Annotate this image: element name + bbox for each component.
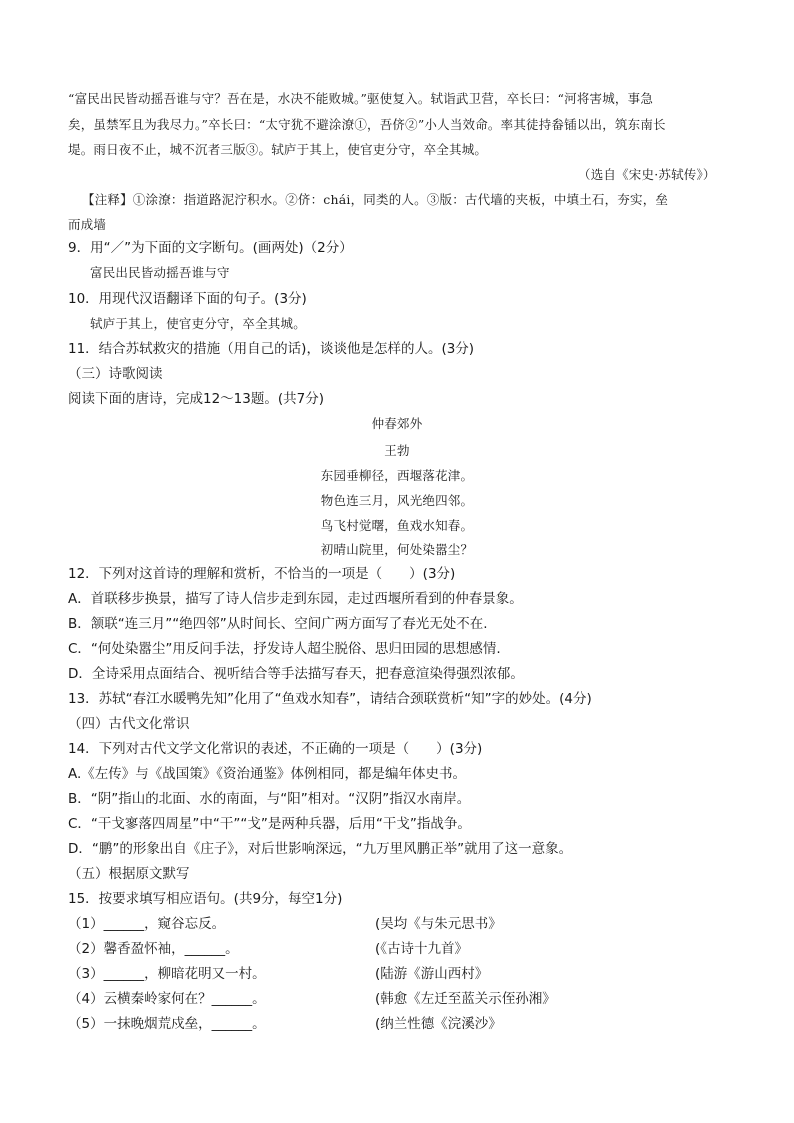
- question-15-item-3: （3）______，柳暗花明又一村。: [68, 966, 266, 982]
- question-9-text: 富民出民皆动摇吾谁与守: [90, 265, 230, 280]
- question-9-stem: 9．用“／”为下面的文字断句。(画两处)（2分）: [68, 240, 353, 256]
- question-12-option-a: A．首联移步换景，描写了诗人信步走到东园，走过西堰所看到的仲春景象。: [68, 591, 523, 607]
- question-15-stem: 15．按要求填写相应语句。(共9分，每空1分): [68, 891, 343, 907]
- question-15-item-5: （5）一抹晚烟荒戍垒，______。: [68, 1016, 266, 1032]
- section-5-title: （五）根据原文默写: [68, 866, 190, 882]
- question-12-option-c: C．“何处染嚣尘”用反问手法，抒发诗人超尘脱俗、思归田园的思想感情.: [68, 641, 501, 657]
- question-14-option-c: C．“干戈寥落四周星”中“干”“戈”是两种兵器，后用“干戈”指战争。: [68, 816, 471, 832]
- question-15-source-4: (韩愈《左迁至蓝关示侄孙湘》: [375, 991, 556, 1007]
- question-15-source-1: (吴均《与朱元思书》: [375, 916, 502, 932]
- poem-author: 王勃: [384, 443, 410, 458]
- poem-line-1: 东园垂柳径，西堰落花津。: [320, 468, 474, 483]
- poem-line-3: 鸟飞村觉曙，鱼戏水知春。: [320, 518, 474, 533]
- question-15-source-5: (纳兰性德《浣溪沙》: [375, 1016, 502, 1032]
- notes-line-1: 【注释】①涂潦：指道路泥泞积水。②侪：chái，同类的人。③版：古代墙的夹板，中填土石，夯实，垒: [82, 192, 669, 207]
- question-15-source-3: (陆游《游山西村》: [375, 966, 489, 982]
- passage-source: （选自《宋史·苏轼传》）: [578, 167, 716, 182]
- passage-line-3: 堤。雨日夜不止，城不沉者三版③。轼庐于其上，使官吏分守，卒全其城。: [68, 142, 488, 157]
- poem-line-4: 初晴山院里，何处染嚣尘？: [320, 542, 474, 557]
- question-14-option-b: B．“阴”指山的北面、水的南面，与“阳”相对。“汉阴”指汉水南岸。: [68, 791, 471, 807]
- poem-title: 仲春郊外: [371, 416, 423, 431]
- question-15-source-2: (《古诗十九首》: [375, 941, 469, 957]
- question-12-option-d: D．全诗采用点面结合、视听结合等手法描写春天，把春意渲染得强烈浓郁。: [68, 666, 524, 682]
- section-3-intro: 阅读下面的唐诗，完成12～13题。(共7分): [68, 391, 324, 407]
- question-11-stem: 11．结合苏轼救灾的措施（用自己的话)，谈谈他是怎样的人。(3分): [68, 341, 475, 357]
- section-3-title: （三）诗歌阅读: [68, 366, 163, 382]
- section-4-title: （四）古代文化常识: [68, 716, 190, 732]
- question-15-item-2: （2）馨香盈怀袖，______。: [68, 941, 239, 957]
- question-10-stem: 10．用现代汉语翻译下面的句子。(3分): [68, 291, 307, 307]
- question-15-item-1: （1）______，窥谷忘反。: [68, 916, 226, 932]
- question-12-stem: 12．下列对这首诗的理解和赏析，不恰当的一项是（ ）(3分): [68, 566, 456, 582]
- question-14-option-a: A.《左传》与《战国策》《资治通鉴》体例相同，都是编年体史书。: [68, 766, 467, 782]
- question-12-option-b: B．颔联“连三月”“绝四邻”从时间长、空间广两方面写了春光无处不在.: [68, 616, 488, 632]
- passage-line-2: 矣，虽禁军且为我尽力。”卒长曰：“太守犹不避涂潦①，吾侪②”小人当效命。率其徒持畚锸以出，筑东南长: [68, 117, 666, 132]
- question-14-stem: 14．下列对古代文学文化常识的表述，不正确的一项是（ ）(3分): [68, 741, 483, 757]
- poem-line-2: 物色连三月，风光绝四邻。: [320, 493, 474, 508]
- passage-line-1: “富民出民皆动摇吾谁与守？吾在是，水决不能败城。”驱使复入。轼诣武卫营，卒长曰：“河将害城，事急: [68, 91, 654, 106]
- question-15-item-4: （4）云横秦岭家何在？______。: [68, 991, 266, 1007]
- question-13-stem: 13．苏轼“春江水暖鸭先知”化用了“鱼戏水知春”，请结合颈联赏析“知”字的妙处。(4分): [68, 691, 592, 707]
- question-14-option-d: D．“鹏”的形象出自《庄子》，对后世影响深远，“九万里风鹏正举”就用了这一意象。: [68, 841, 573, 857]
- notes-line-2: 而成墙: [68, 217, 107, 232]
- question-10-text: 轼庐于其上，使官吏分守，卒全其城。: [90, 316, 306, 331]
